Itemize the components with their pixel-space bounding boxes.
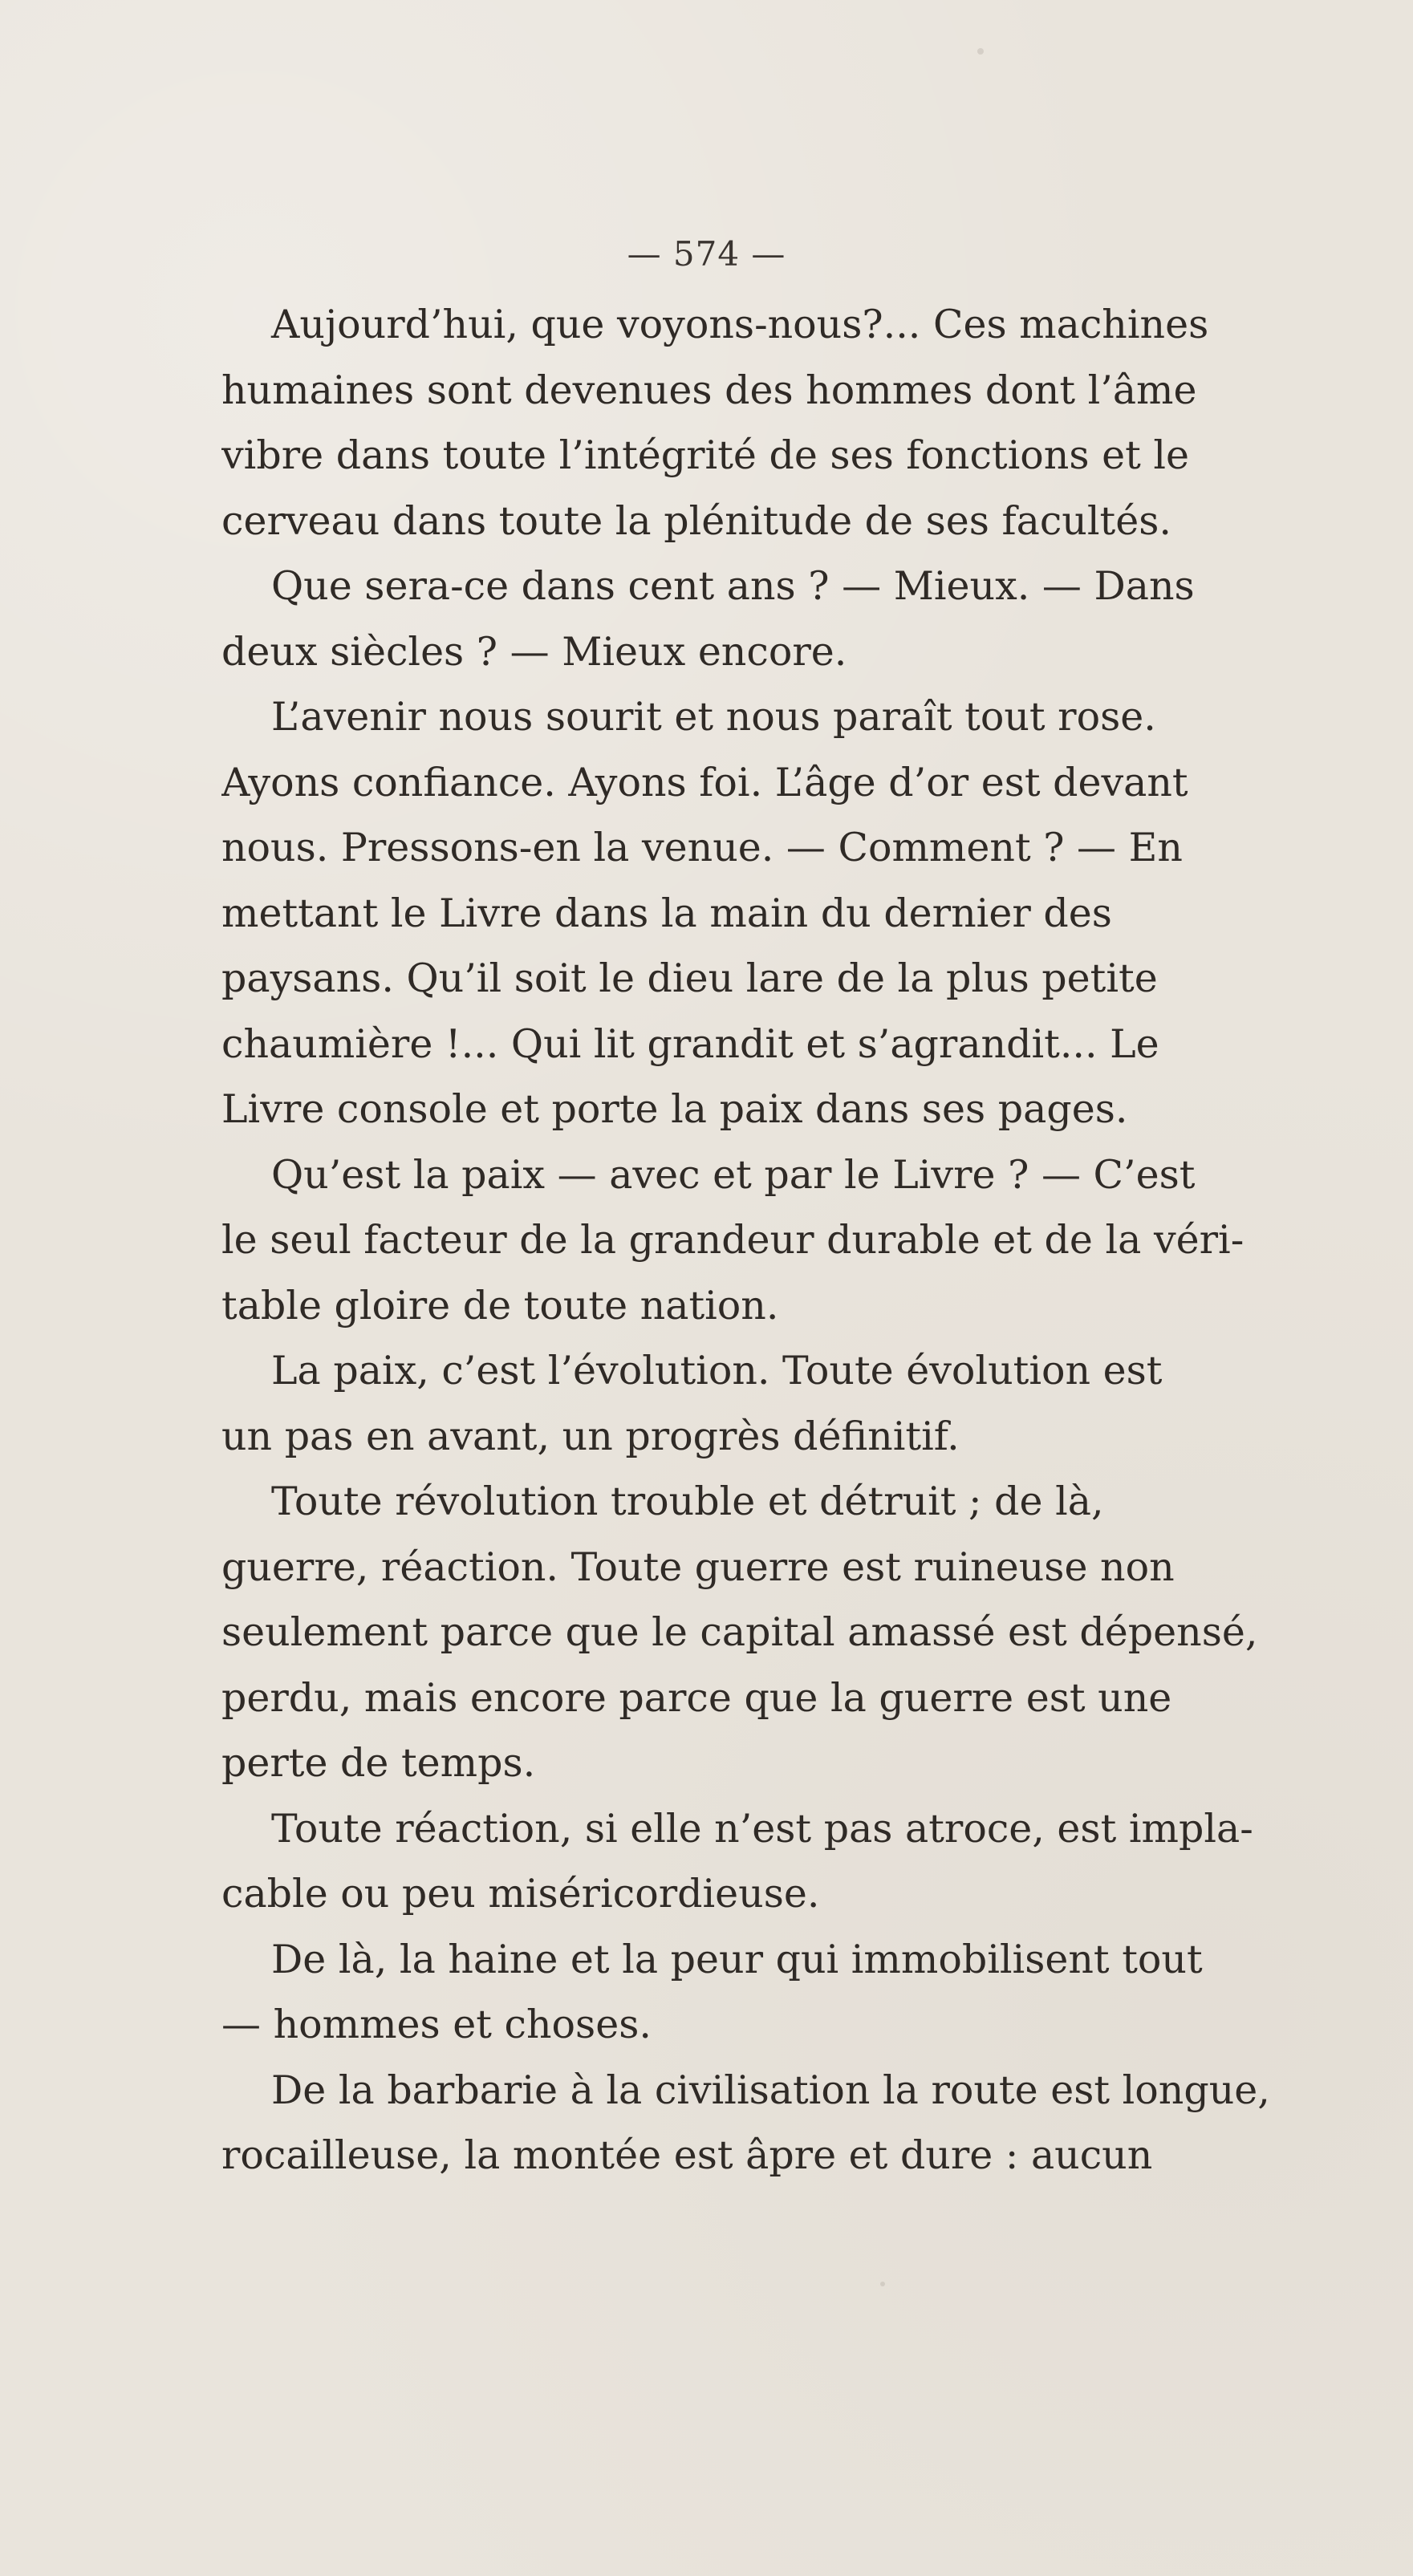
text-line: seulement parce que le capital amassé est dépensé, — [221, 1609, 1258, 1655]
text-line: De là, la haine et la peur qui immobilisent tout — [271, 1936, 1203, 1982]
text-line: perte de temps. — [221, 1740, 536, 1786]
text-line: cerveau dans toute la plénitude de ses facultés. — [221, 497, 1171, 544]
text-line: perdu, mais encore parce que la guerre est une — [221, 1674, 1172, 1721]
text-line: le seul facteur de la grandeur durable et de la véri- — [221, 1217, 1244, 1263]
text-line: humaines sont devenues des hommes dont l’âme — [221, 367, 1197, 413]
text-line: — hommes et choses. — [221, 2002, 652, 2047]
text-line: Livre console et porte la paix dans ses pages. — [221, 1086, 1128, 1132]
text-line: Ayons confiance. Ayons foi. L’âge d’or est devant — [221, 759, 1188, 805]
text-line: Que sera-ce dans cent ans ? — Mieux. — Dans — [271, 563, 1195, 609]
paper-spot — [977, 48, 984, 55]
text-line: Toute réaction, si elle n’est pas atroce, est impla- — [271, 1805, 1253, 1852]
text-line: paysans. Qu’il soit le dieu lare de la plus petite — [221, 955, 1158, 1001]
text-line: deux siècles ? — Mieux encore. — [221, 628, 847, 675]
text-line: chaumière !... Qui lit grandit et s’agrandit... Le — [221, 1020, 1159, 1067]
text-line: nous. Pressons-en la venue. — Comment ? — En — [221, 825, 1183, 870]
text-line: guerre, réaction. Toute guerre est ruineuse non — [221, 1544, 1175, 1590]
text-line: Toute révolution trouble et détruit ; de là, — [271, 1479, 1104, 1524]
page-number: — 574 — — [627, 234, 786, 274]
text-line: un pas en avant, un progrès définitif. — [221, 1413, 960, 1459]
text-line: L’avenir nous sourit et nous paraît tout rose. — [271, 694, 1156, 740]
text-line: cable ou peu miséricordieuse. — [221, 1871, 820, 1917]
text-line: Qu’est la paix — avec et par le Livre ? — C’est — [271, 1151, 1196, 1198]
text-line: Aujourd’hui, que voyons-nous?... Ces machines — [271, 302, 1209, 347]
text-line: mettant le Livre dans la main du dernier des — [221, 890, 1112, 936]
text-line: rocailleuse, la montée est âpre et dure : aucun — [221, 2132, 1153, 2178]
paper-spot — [880, 2282, 885, 2286]
text-line: vibre dans toute l’intégrité de ses fonctions et le — [221, 432, 1190, 478]
text-line: La paix, c’est l’évolution. Toute évolution est — [271, 1348, 1163, 1393]
text-line: De la barbarie à la civilisation la route est longue, — [271, 2067, 1270, 2113]
page-text — [221, 292, 1292, 2189]
text-line: table gloire de toute nation. — [221, 1282, 779, 1329]
